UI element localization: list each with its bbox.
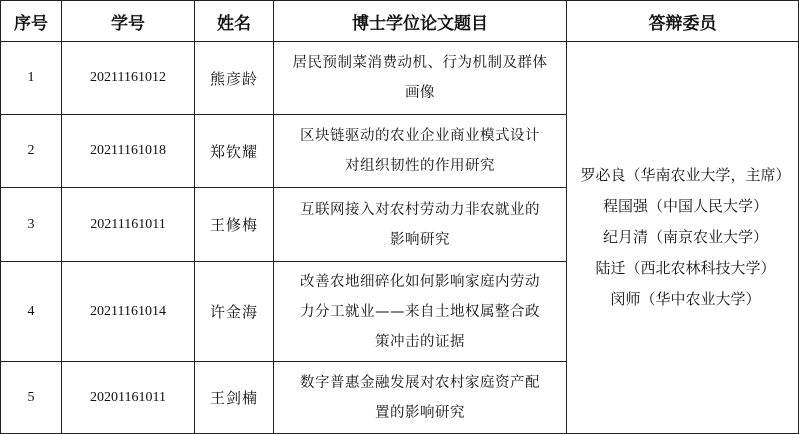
committee-member: 纪月清（南京农业大学） (602, 228, 768, 246)
row-title (274, 188, 567, 262)
title-line: 改善农地细碎化如何影响家庭内劳动 (300, 273, 540, 290)
title-line: 数字普惠金融发展对农村家庭资产配 (300, 374, 540, 391)
row-student-id: 20211161011 (62, 188, 195, 262)
row-student-id: 20201161011 (62, 362, 195, 434)
row-index: 4 (1, 262, 62, 362)
row-index: 3 (1, 188, 62, 262)
title-line: 区块链驱动的农业企业商业模式设计 (300, 128, 540, 144)
header-name: 姓名 (195, 1, 274, 42)
row-name: 王修梅 (195, 188, 274, 262)
row-student-id: 20211161014 (62, 262, 195, 362)
row-title (274, 42, 567, 115)
committee-member: 程国强（中国人民大学） (602, 197, 768, 215)
header-student-id: 学号 (62, 1, 195, 42)
row-student-id: 20211161018 (62, 115, 195, 188)
title-line: 居民预制菜消费动机、行为机制及群体 (292, 55, 548, 71)
row-title (274, 362, 567, 434)
committee-member: 闵师（华中农业大学） (610, 290, 761, 308)
table-row (1, 42, 799, 115)
row-name: 郑钦耀 (195, 115, 274, 188)
row-title (274, 262, 567, 362)
row-name: 许金海 (195, 262, 274, 362)
title-line: 置的影响研究 (375, 404, 465, 421)
row-index: 2 (1, 115, 62, 188)
title-line: 对组织韧性的作用研究 (345, 158, 495, 174)
title-line: 画像 (405, 85, 435, 101)
row-name: 王剑楠 (195, 362, 274, 434)
header-index: 序号 (1, 1, 62, 42)
header-committee: 答辩委员 (567, 1, 799, 42)
committee-member: 罗必良（华南农业大学，主席） (580, 166, 791, 184)
title-line: 互联网接入对农村劳动力非农就业的 (300, 201, 540, 218)
committee-member: 陆迁（西北农林科技大学） (595, 259, 776, 277)
title-line: 力分工就业——来自土地权属整合政 (300, 303, 540, 320)
row-name: 熊彦龄 (195, 42, 274, 115)
title-line: 策冲击的证据 (375, 333, 465, 350)
title-line: 影响研究 (390, 231, 450, 248)
row-index: 5 (1, 362, 62, 434)
header-row (1, 1, 799, 42)
row-index: 1 (1, 42, 62, 115)
committee-cell (567, 42, 799, 434)
row-title (274, 115, 567, 188)
row-student-id: 20211161012 (62, 42, 195, 115)
header-title: 博士学位论文题目 (274, 1, 567, 42)
